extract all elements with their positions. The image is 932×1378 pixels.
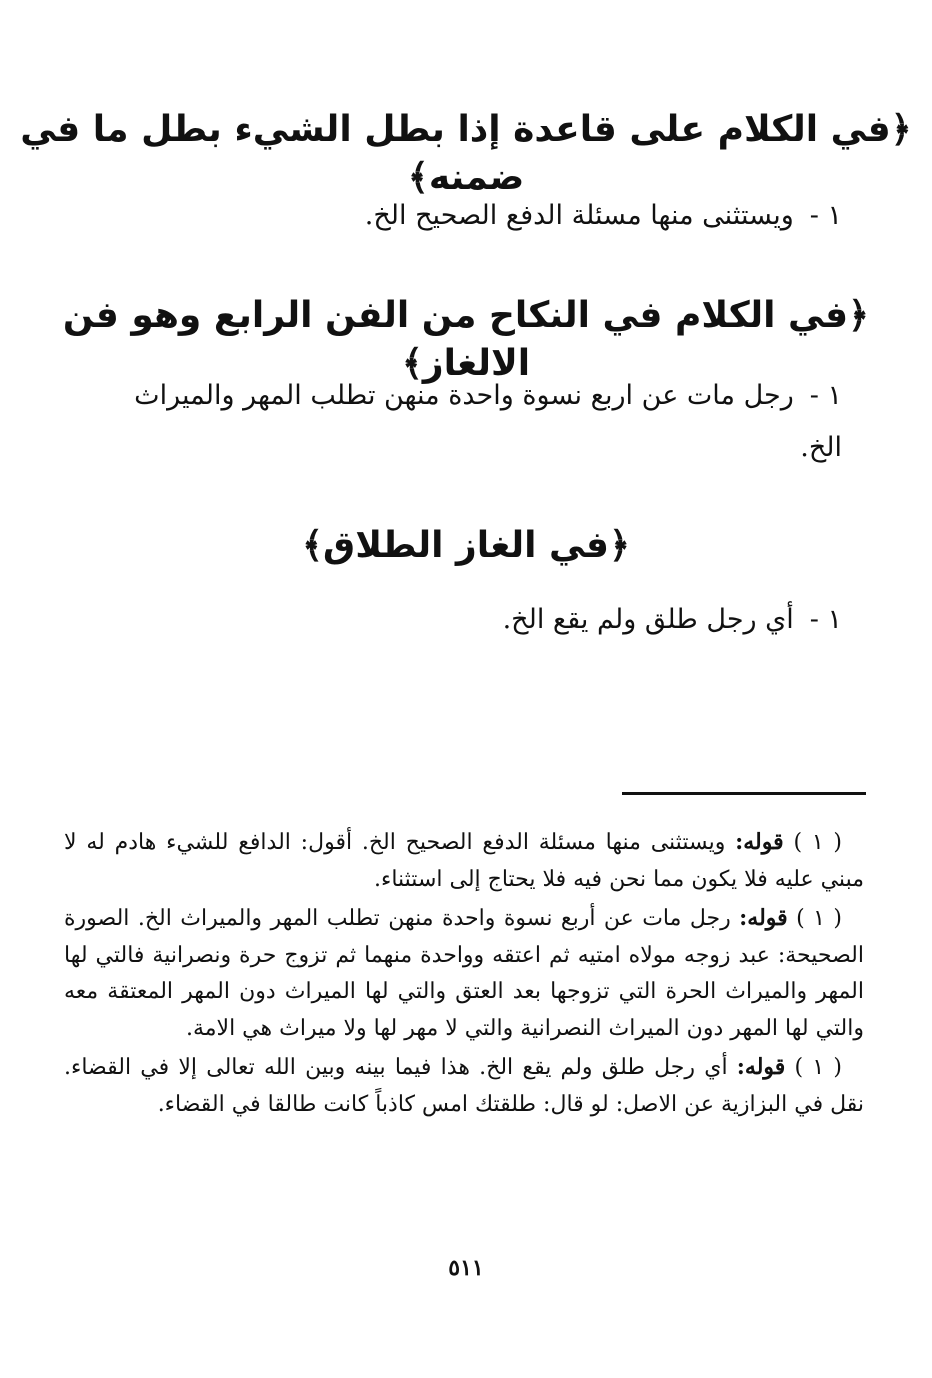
- heading-text: في الكلام في النكاح من الفن الرابع وهو فن الالغاز: [62, 295, 849, 384]
- page-number: ٥١١: [448, 1255, 484, 1281]
- footnote-marker: ( ١ ): [796, 906, 843, 931]
- footnote: [64, 824, 864, 898]
- footnote-marker: ( ١ ): [793, 830, 843, 855]
- ornament-open: ﴿: [848, 295, 870, 336]
- footnote-text: ويستثنى منها مسئلة الدفع الصحيح الخ. أقول: الدافع للشيء هادم له لا مبني عليه فلا يكون مما نحن فيه فلا يحتاج إلى استثناء.: [64, 830, 864, 892]
- footnote-keyword: قوله:: [739, 905, 788, 931]
- footnote-keyword: قوله:: [735, 829, 784, 855]
- section-heading-3: [0, 522, 932, 570]
- item-text: رجل مات عن اربع نسوة واحدة منهن تطلب المهر والميراث الخ.: [134, 380, 842, 463]
- footnote-separator: [622, 792, 866, 795]
- item-text: أي رجل طلق ولم يقع الخ.: [502, 604, 794, 635]
- item-number: ١ -: [809, 200, 842, 231]
- heading-text: في الكلام على قاعدة إذا بطل الشيء بطل ما في ضمنه: [20, 109, 891, 198]
- item-text: ويستثنى منها مسئلة الدفع الصحيح الخ.: [364, 200, 794, 231]
- ornament-close: ﴾: [407, 157, 429, 198]
- footnote: [64, 1049, 864, 1123]
- footnotes: [64, 824, 864, 1125]
- heading-text: في الغاز الطلاق: [323, 525, 609, 566]
- footnote: [64, 900, 864, 1047]
- list-item: [122, 594, 842, 646]
- ornament-close: ﴾: [301, 525, 324, 566]
- footnote-marker: ( ١ ): [794, 1055, 842, 1080]
- list-item: [122, 370, 842, 474]
- ornament-open: ﴿: [890, 109, 912, 150]
- item-number: ١ -: [809, 380, 842, 411]
- section-heading-1: [0, 106, 932, 202]
- footnote-keyword: قوله:: [736, 1054, 786, 1080]
- footnote-text: رجل مات عن أربع نسوة واحدة منهن تطلب المهر والميراث الخ. الصورة الصحيحة: عبد زوجه مولاه امتيه ثم اعتقه وواحدة منهما ثم تزوج حرة ونصرانية فالتي لها المهر والميراث الحرة التي تزوجها بعد العتق والتي لها الميراث دون المهر المعتقة معه والتي لها المهر دون الميراث النصرانية والتي لا مهر لها ولا ميراث هي الامة.: [64, 906, 864, 1041]
- ornament-open: ﴿: [608, 525, 631, 566]
- list-item: [122, 190, 842, 242]
- footnote-text: أي رجل طلق ولم يقع الخ. هذا فيما بينه وبين الله تعالى إلا في القضاء. نقل في البزازية عن الاصل: لو قال: طلقتك امس كاذباً كانت طالقا في القضاء.: [64, 1055, 864, 1117]
- ornament-close: ﴾: [401, 343, 423, 384]
- item-number: ١ -: [809, 604, 842, 635]
